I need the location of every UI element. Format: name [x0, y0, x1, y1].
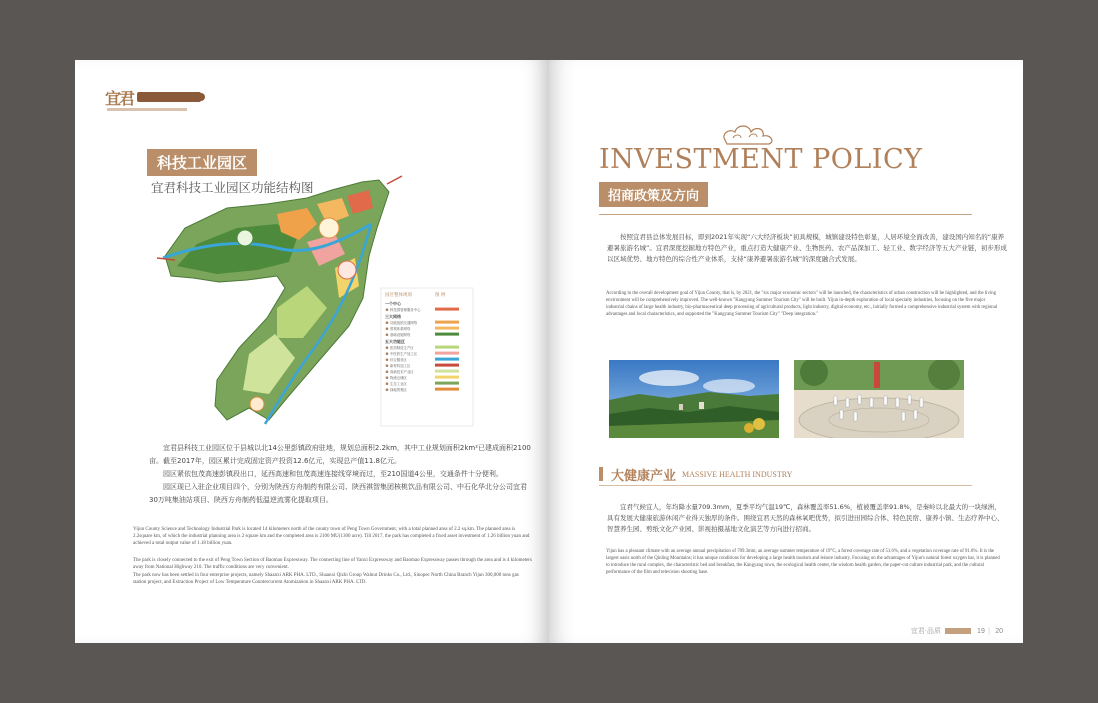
legend-bullet — [386, 376, 389, 379]
center-circle-1 — [319, 218, 339, 238]
paragraph-cn-2: 园区紧依包茂高速彭镇段出口，延西高速和包茂高速连接线穿境而过，至210国道4公里，交通条件十分便利。 — [163, 470, 503, 478]
legend-item: 物流仓储区 — [390, 376, 407, 380]
page-title: INVESTMENT POLICY — [599, 144, 923, 175]
page-number-left: 19 — [977, 627, 985, 635]
logo-text: 宜君 — [105, 88, 134, 108]
center-circle-4 — [250, 397, 264, 411]
park-function-map — [157, 158, 477, 436]
legend-bullet — [386, 308, 389, 311]
legend-item: 医药制造生产区 — [390, 346, 414, 350]
center-circle-2 — [338, 261, 356, 279]
paragraph-en-1: Yijun County Science and Technology Industrial Park is located 14 kilometers north of the county town of Peng Town Government, with a total planned area of 2.2 sq.km. The planned area is 2.2square km, of which the industrial planning area is 2 square km and the completed area is 2100 MU(1300 acre). Till 2017, the park has completed a fixed asset investment of 1.26 billion yuan and achieved a total output value of 1.18 billion yuan. — [133, 527, 530, 547]
health-divider — [599, 485, 972, 486]
park-outline — [165, 180, 389, 420]
legend-item: 生态工业区 — [390, 382, 407, 386]
health-title-en: MASSIVE HEALTH INDUSTRY — [682, 469, 793, 479]
legend-item: 功能组团交通网络 — [390, 321, 418, 325]
left-page — [75, 60, 549, 643]
legend-bullet — [386, 352, 389, 355]
legend-title: 图 例 — [435, 293, 446, 298]
legend-bullet — [386, 370, 389, 373]
footer-bar — [945, 628, 971, 634]
legend-swatch — [435, 346, 459, 349]
plaza-photo — [794, 360, 964, 438]
logo — [105, 86, 201, 108]
section-title: 科技工业园区 — [147, 149, 257, 176]
cloud-ornament-icon — [719, 122, 779, 146]
legend-swatch — [435, 364, 459, 367]
legend-group-1: 三大网络 — [385, 314, 401, 319]
section-subtitle: 宜君科技工业园区功能结构图 — [151, 180, 314, 195]
legend-bullet — [386, 321, 389, 324]
paragraph-en-2: The park is closely connected to the exit of Peng Town Section of Baomao Expressway. The connecting line of Yanxi Expressway and Baomao Expressway passes through the area and is 4 kilometers away from National Highway 210. The traffic conditions are very convenient. — [133, 558, 532, 571]
legend-swatch — [435, 333, 459, 336]
legend-bullet — [386, 358, 389, 361]
legend-swatch — [435, 388, 459, 391]
page-number-right: 20 — [995, 627, 1003, 635]
legend-bullet — [386, 388, 389, 391]
legend-item: 基础设施网络 — [390, 333, 411, 337]
legend-structure-title: 园区整体规划 — [385, 293, 412, 298]
legend-bullet — [386, 382, 389, 385]
paragraph-cn-3: 园区现已入驻企业项目四个，分别为陕西方舟制药有限公司、陕西祺智集团核桃饮品有限公司、中石化华北分公司宜君30万吨集油站项目、陕西方舟制药低温逆流雾化提取项目。 — [149, 483, 527, 504]
paragraph-en-3: The park now has been settled in four enterprise projects, namely Shaanxi ARK PHA. LTD., Shaanxi Qizhi Group Walnut Drinks Co., Ltd., Sinopec North China Branch Yijun 300,000 tons gas station project, and Extraction Project of Low Temperature Countercurrent Atomization in Shaanxi ARK PHA. LTD. — [133, 573, 519, 586]
legend-item: 中医药生产加工区 — [390, 352, 418, 356]
legend-swatch — [435, 370, 459, 373]
intro-cn: 按照宜君县总体发展目标，即到2021年实现“六大经济板块”初具规模，城镇建设特色彰显，人居环境全面改善，建设国内知名的“康养避暑旅游名城”。宜君深度挖掘地方特色产业，重点打造大健康产业、生物医药、农产品深加工、轻工业、数字经济等五大产业链，初步形成以区域优势、地方特色的综合性产业体系，支持“康养避暑旅游名城”的深度融合式发展。 — [607, 233, 1007, 263]
legend-item: 景观体系网络 — [390, 327, 411, 331]
legend-swatch — [435, 352, 459, 355]
right-page — [549, 60, 1023, 643]
health-title-cn: 大健康产业 — [611, 468, 677, 484]
legend-item: 新材料加工区 — [390, 364, 411, 368]
legend-swatch — [435, 376, 459, 379]
health-cn: 宜君气候宜人，年均降水量709.3mm，夏季平均气温19℃，森林覆盖率51.6%，植被覆盖率91.8%，是秦岭以北最大的一块绿洲，具有发展大健康旅游休闲产业得天独厚的条件。围绕宜君天然的森林氧吧优势，拟引进田园综合体、特色民宿、康养小镇、生态疗养中心、智慧养生园、剪纸文化产业园、影视拍摄基地文化演艺等方向进行招商。 — [607, 503, 1004, 533]
paragraph-cn-1: 宜君县科技工业园区位于县城以北14公里彭镇政府驻地，规划总面积2.2km，其中工业规划面积2km²已建成面积2100亩。截至2017年，园区累计完成固定资产投资12.6亿元，实现总产值11.8亿元。 — [149, 444, 531, 465]
health-en: Yijun has a pleasant climate with an average annual precipitation of 709.3mm, an average summer temperature of 19°C, a forest coverage rate of 51.6%, and a vegetation coverage rate of 91.8%. It is the largest oasis north of the Qinling Mountains; it has unique conditions for developing a large health tourism and leisure industry. Focusing on the advantages of Yijun's natural forest oxygen bar, it is planned to introduce the rural complex, the characteristic bed and breakfast, the Kangyang town, the ecological health center, the wisdom health garden, the paper-cut culture industrial park, and the cultural performance of the film and television shooting base. — [606, 549, 1000, 575]
legend-item: 高新技术产业区 — [390, 370, 414, 374]
legend-swatch — [435, 358, 459, 361]
legend-swatch — [435, 382, 459, 385]
legend-swatch — [435, 321, 459, 324]
legend-bullet — [386, 333, 389, 336]
logo-underline — [107, 108, 187, 111]
health-heading — [599, 466, 792, 482]
legend-bullet — [386, 364, 389, 367]
legend-bullet — [386, 327, 389, 330]
legend-swatch — [435, 327, 459, 330]
legend-item: 综合服务区 — [390, 358, 407, 362]
legend-bullet — [386, 346, 389, 349]
landscape-photo — [609, 360, 779, 438]
center-circle-3 — [237, 230, 253, 246]
intro-en: According to the overall development goal of Yijun County, that is, by 2021, the "six major economic sectors" will be launched, the characteristics of urban construction will be highlighted, and the living environment will be comprehensively improved. The well-known "Kangyang Summer Tourism City" will be built. Yijun in-depth exploration of local specialty industries, focusing on the five major industrial chains of large health industry, bio-pharmaceutical deep processing of agricultural products, light industry, digital economy, etc., initially formed a comprehensive industrial system with regional advantages and local characteristics, and supported the "Kangyang Summer Tourism City" "Deep integration." — [606, 291, 998, 317]
divider — [599, 214, 972, 215]
legend-swatch — [435, 308, 459, 311]
legend-item: 科技园管理服务中心 — [390, 308, 421, 312]
footer-brand: 宜君·品质 — [910, 627, 942, 635]
legend-group-2: 五大功能区 — [385, 339, 405, 344]
legend-group-0: 一个中心 — [385, 301, 401, 306]
heading-bar — [599, 467, 603, 481]
page-subtitle: 招商政策及方向 — [599, 182, 708, 207]
legend-item: 绿地景观区 — [390, 388, 407, 392]
page-footer: 宜君·品质 19 | 20 — [910, 627, 1003, 635]
logo-bar — [137, 92, 201, 102]
